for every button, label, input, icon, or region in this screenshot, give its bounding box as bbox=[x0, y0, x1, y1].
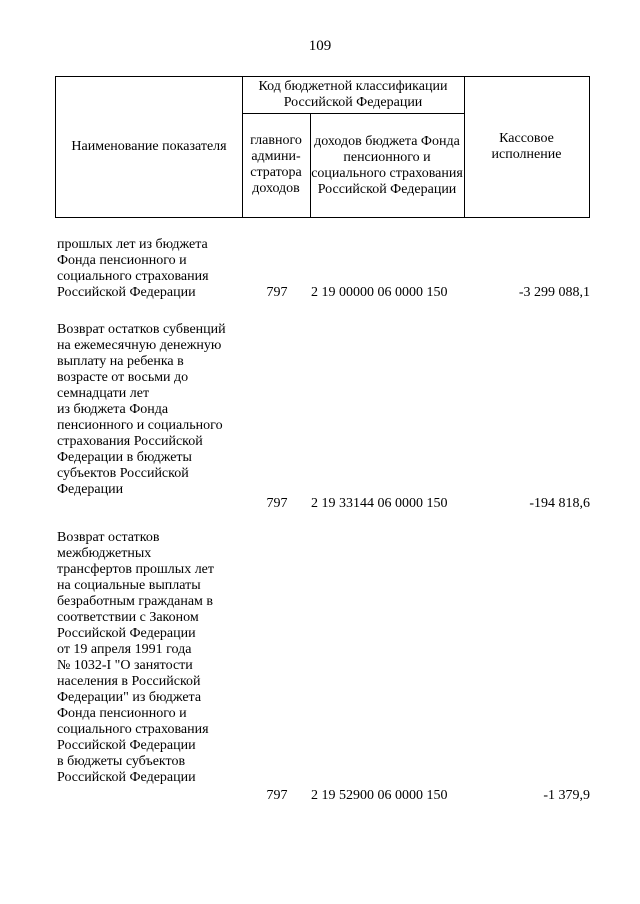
row-amount: -3 299 088,1 bbox=[518, 285, 590, 300]
header-chief-administrator: главного админи-стратора доходов bbox=[242, 113, 311, 217]
header-cash-execution: Кассовое исполнение bbox=[491, 131, 562, 162]
row-classification-code: 2 19 33144 06 0000 150 bbox=[311, 496, 448, 511]
row-name: Возврат остатков межбюджетных трансфертов прошлых лет на социальные выплаты безработным гражданам в соответствии с Законом Российской Федерации от 19 апреля 1991 года № 1032-I "О занятости населения в Российской Федерации" из бюджета Фонда пенсионного и социального страхования Российской Федерации в бюджеты субъектов Российской Федерации bbox=[57, 530, 215, 785]
row-classification-code: 2 19 00000 06 0000 150 bbox=[311, 285, 448, 300]
header-indicator-name: Наименование показателя bbox=[56, 77, 243, 217]
row-admin-code: 797 bbox=[266, 496, 288, 511]
page-number: 109 bbox=[308, 38, 332, 54]
row-admin-code: 797 bbox=[266, 788, 288, 803]
table-header bbox=[55, 76, 590, 218]
row-admin-code: 797 bbox=[266, 285, 288, 300]
row-name: Возврат остатков субвенций на ежемесячную денежную выплату на ребенка в возрасте от восьми до семнадцати лет из бюджета Фонда пенсионного и социального страхования Российской Федерации в бюджеты субъектов Российской Федерации bbox=[57, 322, 226, 497]
table-row bbox=[57, 322, 590, 511]
row-amount: -194 818,6 bbox=[529, 496, 590, 511]
row-name: прошлых лет из бюджета Фонда пенсионного и социального страхования Российской Федерации bbox=[57, 237, 209, 300]
header-fund-revenues: доходов бюджета Фонда пенсионного и социального страхования Российской Федерации bbox=[310, 113, 465, 217]
table-row bbox=[57, 237, 590, 301]
header-budget-classification-code: Код бюджетной классификации Российской Федерации bbox=[242, 77, 465, 114]
row-amount: -1 379,9 bbox=[543, 788, 590, 803]
row-classification-code: 2 19 52900 06 0000 150 bbox=[311, 788, 448, 803]
table-row bbox=[57, 530, 590, 806]
